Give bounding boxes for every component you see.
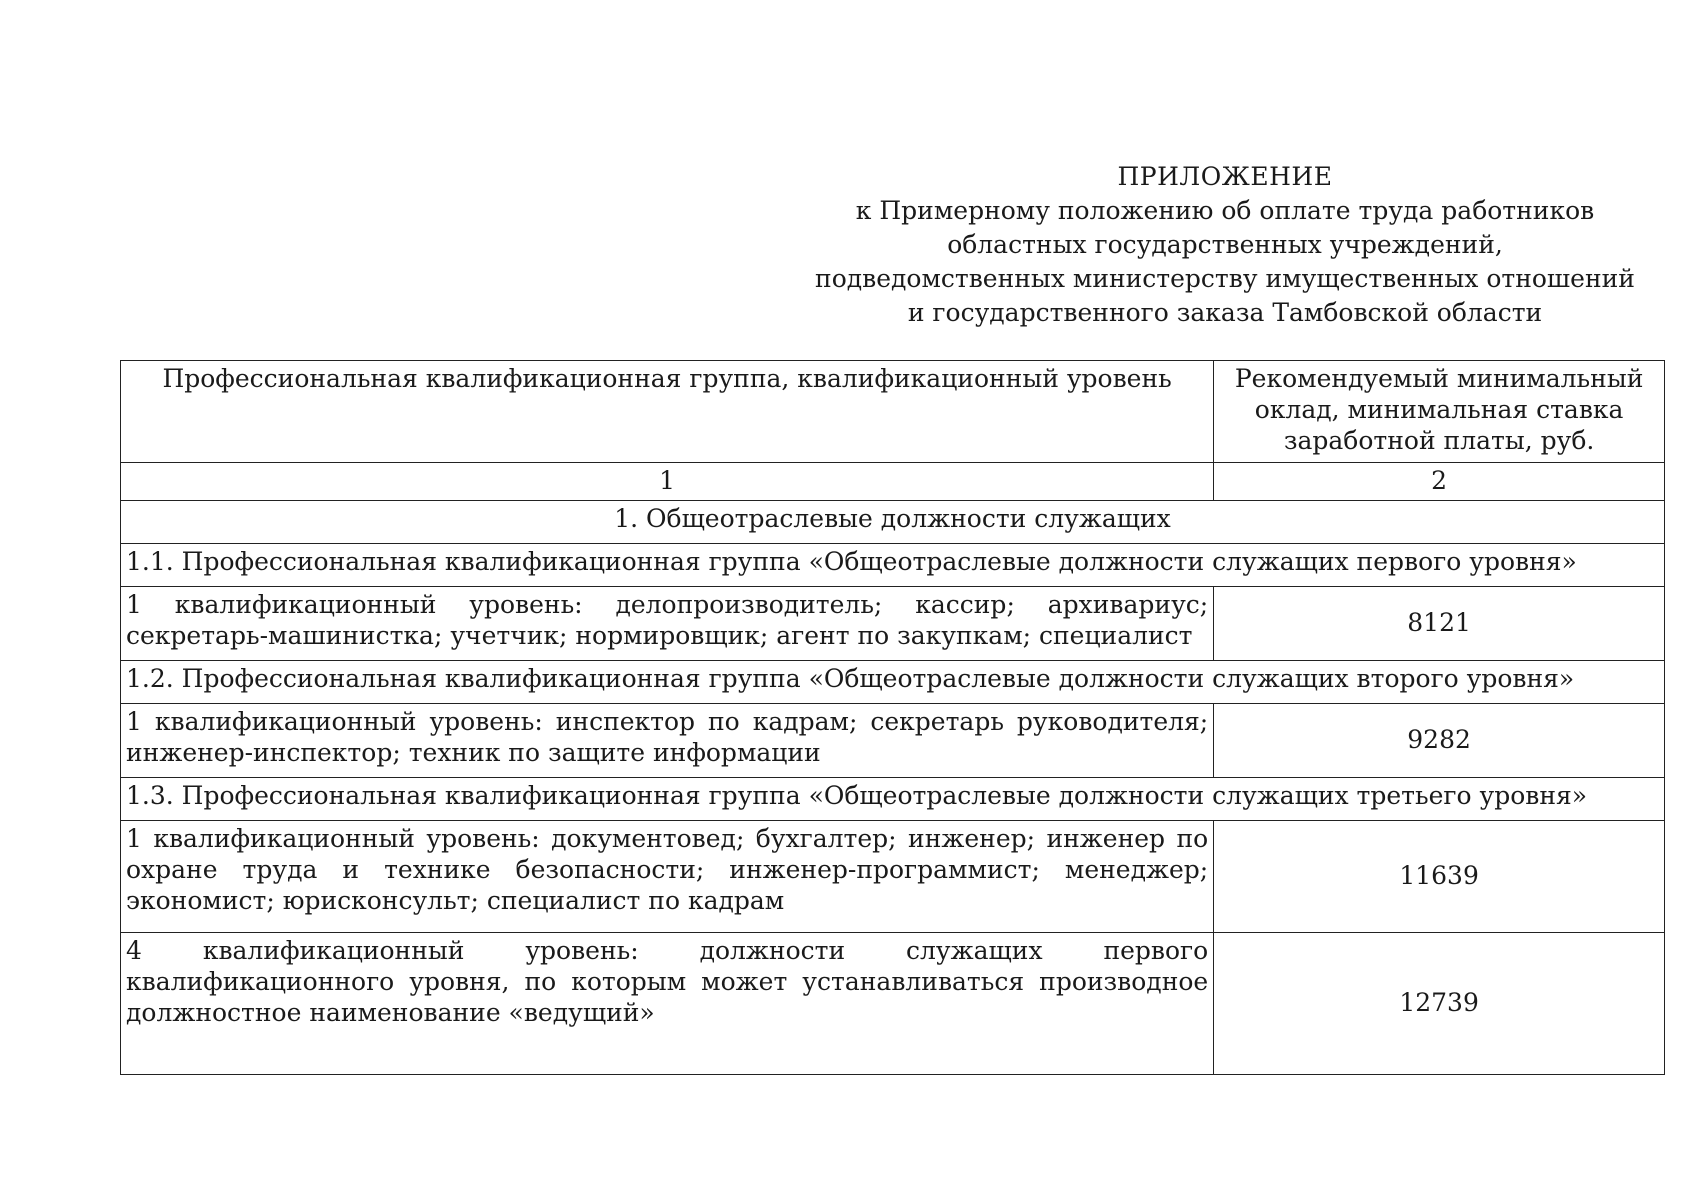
table-row [121, 587, 1665, 661]
group-title: 1.3. Профессиональная квалификационная группа «Общеотраслевые должности служащих третьего уровня» [121, 778, 1665, 821]
section-title: 1. Общеотраслевые должности служащих [121, 501, 1665, 544]
annex-line: к Примерному положению об оплате труда работников [855, 196, 1595, 225]
group-title: 1.2. Профессиональная квалификационная группа «Общеотраслевые должности служащих второго уровня» [121, 661, 1665, 704]
level-description: 4 квалификационный уровень: должности служащих первого квалификационного уровня, по которым может устанавливаться производное должностное наименование «ведущий» [121, 933, 1214, 1075]
level-salary: 12739 [1214, 933, 1665, 1075]
annex-title: ПРИЛОЖЕНИЕ [1117, 162, 1333, 191]
annex-line: и государственного заказа Тамбовской области [907, 298, 1543, 327]
group-row [121, 544, 1665, 587]
table-row [121, 821, 1665, 933]
level-description: 1 квалификационный уровень: делопроизводитель; кассир; архивариус; секретарь-машинистка; учетчик; нормировщик; агент по закупкам; специалист [121, 587, 1214, 661]
annex-header [800, 160, 1650, 330]
header-salary: Рекомендуемый минимальный оклад, минимальная ставка заработной платы, руб. [1214, 361, 1665, 463]
annex-line: областных государственных учреждений, [947, 230, 1503, 259]
column-number: 1 [121, 463, 1214, 501]
salary-table [120, 360, 1665, 1075]
group-row [121, 778, 1665, 821]
level-description: 1 квалификационный уровень: инспектор по кадрам; секретарь руководителя; инженер-инспектор; техник по защите информации [121, 704, 1214, 778]
level-salary: 9282 [1214, 704, 1665, 778]
table-header-row [121, 361, 1665, 463]
group-row [121, 661, 1665, 704]
level-salary: 8121 [1214, 587, 1665, 661]
table-row [121, 933, 1665, 1075]
level-salary: 11639 [1214, 821, 1665, 933]
level-description: 1 квалификационный уровень: документовед; бухгалтер; инженер; инженер по охране труда и технике безопасности; инженер-программист; менеджер; экономист; юрисконсульт; специалист по кадрам [121, 821, 1214, 933]
group-title: 1.1. Профессиональная квалификационная группа «Общеотраслевые должности служащих первого уровня» [121, 544, 1665, 587]
section-row [121, 501, 1665, 544]
annex-line: подведомственных министерству имущественных отношений [815, 264, 1635, 293]
column-number-row [121, 463, 1665, 501]
column-number: 2 [1214, 463, 1665, 501]
header-group-level: Профессиональная квалификационная группа, квалификационный уровень [121, 361, 1214, 463]
table-row [121, 704, 1665, 778]
